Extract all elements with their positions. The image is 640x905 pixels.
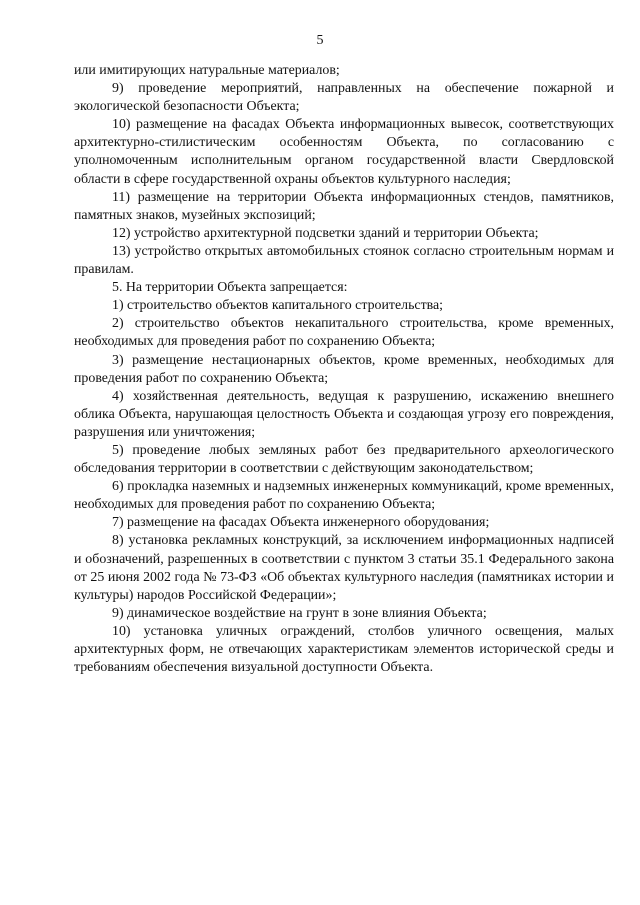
paragraph-1: или имитирующих натуральные материалов; xyxy=(74,63,340,78)
paragraph-5: 12) устройство архитектурной подсветки зданий и территории Объекта; xyxy=(112,225,539,241)
paragraph-3: 10) размещение на фасадах Объекта информационных вывесок, соответствующих архитектурно-стилистическим особенностям Объекта, по согласованию с уполномоченным исполнительным органом государственной власти Свердловской области в сфере государственной охраны объектов культурного наследия; xyxy=(74,117,614,187)
paragraph-7: 5. На территории Объекта запрещается: xyxy=(112,280,348,296)
paragraph-13: 6) прокладка наземных и надземных инженерных коммуникаций, кроме временных, необходимых для проведения работ по сохранению Объекта; xyxy=(74,479,614,513)
paragraph-17: 10) установка уличных ограждений, столбов уличного освещения, малых архитектурных форм, не отвечающих характеристикам элементов исторической среды и требованиям обеспечения визуальной доступности Объекта. xyxy=(74,623,614,676)
paragraph-16: 9) динамическое воздействие на грунт в зоне влияния Объекта; xyxy=(112,605,487,621)
paragraph-6: 13) устройство открытых автомобильных стоянок согласно строительным нормам и правилам. xyxy=(74,243,614,278)
paragraph-15: 8) установка рекламных конструкций, за исключением информационных надписей и обозначений, разрешенных в соответствии с пунктом 3 статьи 35.1 Федерального закона от 25 июня 2002 года № 73-ФЗ «Об объектах культурного наследия (памятниках истории и культуры) народов Российской Федерации»; xyxy=(74,533,614,603)
paragraph-12: 5) проведение любых земляных работ без предварительного археологического обследования территории в соответствии с действующим законодательством; xyxy=(74,442,614,477)
paragraph-9: 2) строительство объектов некапитального строительства, кроме временных, необходимых для проведения работ по сохранению Объекта; xyxy=(74,316,614,350)
document-body xyxy=(74,62,614,677)
page-number: 5 xyxy=(316,33,324,48)
paragraph-4: 11) размещение на территории Объекта информационных стендов, памятников, памятных знаков, музейных экспозиций; xyxy=(74,189,614,223)
paragraph-14: 7) размещение на фасадах Объекта инженерного оборудования; xyxy=(112,515,490,531)
paragraph-10: 3) размещение нестационарных объектов, кроме временных, необходимых для проведения работ по сохранению Объекта; xyxy=(74,352,614,386)
paragraph-2: 9) проведение мероприятий, направленных на обеспечение пожарной и экологической безопасности Объекта; xyxy=(74,81,614,115)
paragraph-11: 4) хозяйственная деятельность, ведущая к разрушению, искажению внешнего облика Объекта, нарушающая целостность Объекта и создающая угрозу его повреждения, разрушения или уничтожения; xyxy=(74,388,614,440)
paragraph-8: 1) строительство объектов капитального строительства; xyxy=(112,298,444,314)
